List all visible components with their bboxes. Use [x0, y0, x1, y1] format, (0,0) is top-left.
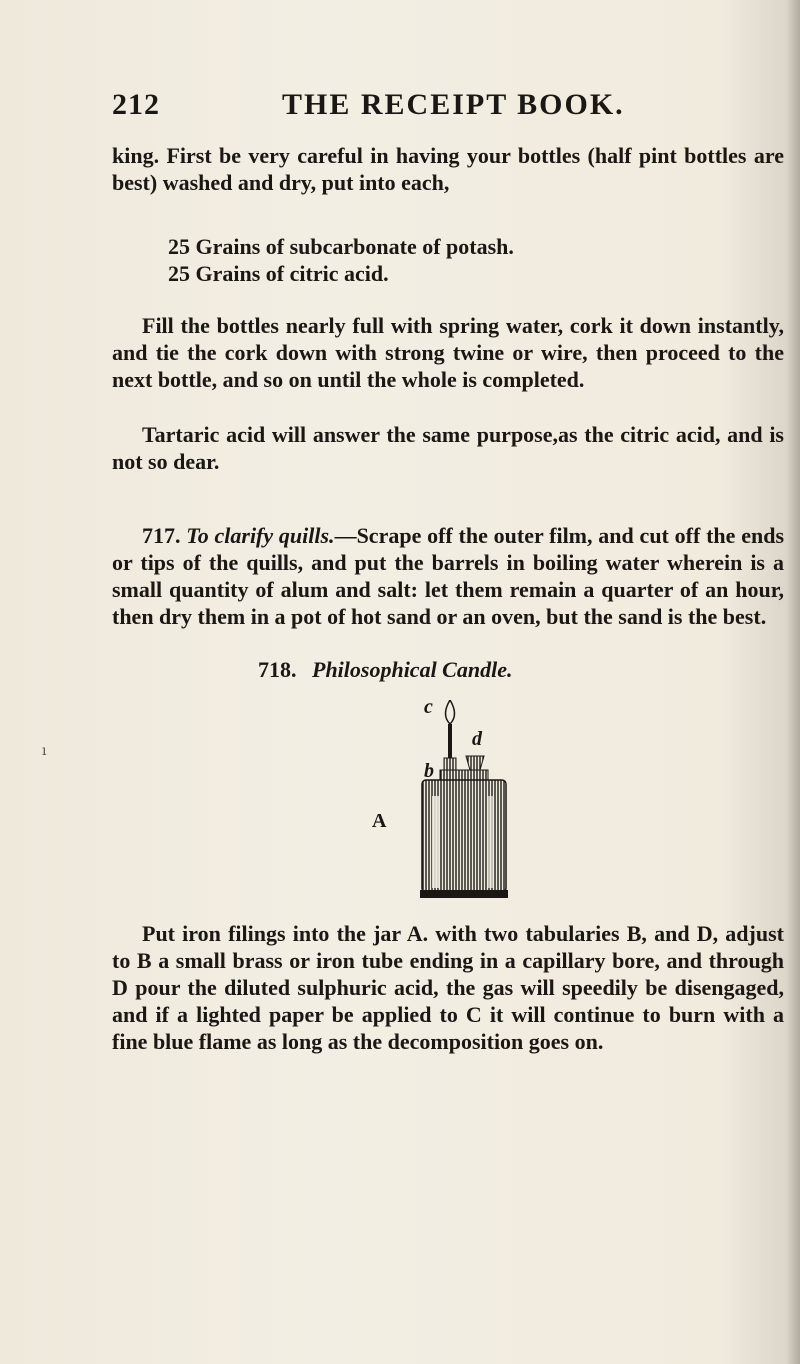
- paragraph-4: [112, 920, 784, 1055]
- candle-apparatus-illustration: [380, 700, 520, 900]
- receipt-718-number: 718.: [258, 657, 297, 682]
- receipt-718-title: Philosophical Candle.: [312, 657, 513, 682]
- page-number: 212: [112, 88, 160, 121]
- paragraph-3-text: Tartaric acid will answer the same purpose,as the citric acid, and is not so dear.: [112, 422, 784, 474]
- page-header: [112, 88, 732, 128]
- ingredient-item: 25 Grains of citric acid.: [168, 261, 389, 286]
- paragraph-3: [112, 421, 784, 475]
- page-edge-shadow: [786, 0, 800, 1364]
- receipt-717: [112, 522, 784, 630]
- ingredient-item: 25 Grains of subcarbonate of potash.: [168, 234, 514, 259]
- flame-icon: [446, 700, 455, 724]
- paragraph-1: [112, 142, 784, 196]
- ingredient-list: [168, 233, 514, 287]
- philosophical-candle-figure: [372, 696, 520, 900]
- figure-label-d: d: [472, 728, 482, 750]
- figure-label-c: c: [424, 696, 433, 718]
- paragraph-1-text: king. First be very careful in having your bottles (half pint bottles are best) washed and dry, put into each,: [112, 143, 784, 195]
- brass-tube: [448, 724, 452, 762]
- paragraph-2-text: Fill the bottles nearly full with spring water, cork it down instantly, and tie the cork down with strong twine or wire, then proceed to the next bottle, and so on until the whole is completed.: [112, 313, 784, 392]
- figure-label-b: b: [424, 760, 434, 782]
- receipt-717-number: 717.: [142, 523, 181, 548]
- receipt-717-body: —Scrape off the outer film, and cut off the ends or tips of the quills, and put the barrels in boiling water wherein is a small quantity of alum and salt: let them remain a quarter of an hour, then dry them in a pot of hot sand or an oven, but the sand is the best.: [112, 523, 785, 629]
- figure-label-a: A: [372, 810, 387, 832]
- paragraph-4-text: Put iron filings into the jar A. with two tabularies B, and D, adjust to B a small brass or iron tube ending in a capillary bore, and through D pour the diluted sulphuric acid, the gas will speedily be disengaged, and if a lighted paper be applied to C it will continue to burn with a fine blue flame as long as the decomposition goes on.: [112, 921, 784, 1054]
- funnel-tabulary: [466, 756, 484, 770]
- paragraph-2: [112, 312, 784, 393]
- running-head: THE RECEIPT BOOK.: [282, 88, 625, 121]
- receipt-717-title: To clarify quills.: [186, 523, 335, 548]
- receipt-718-heading: [258, 657, 512, 683]
- stray-mark: ı: [42, 743, 47, 759]
